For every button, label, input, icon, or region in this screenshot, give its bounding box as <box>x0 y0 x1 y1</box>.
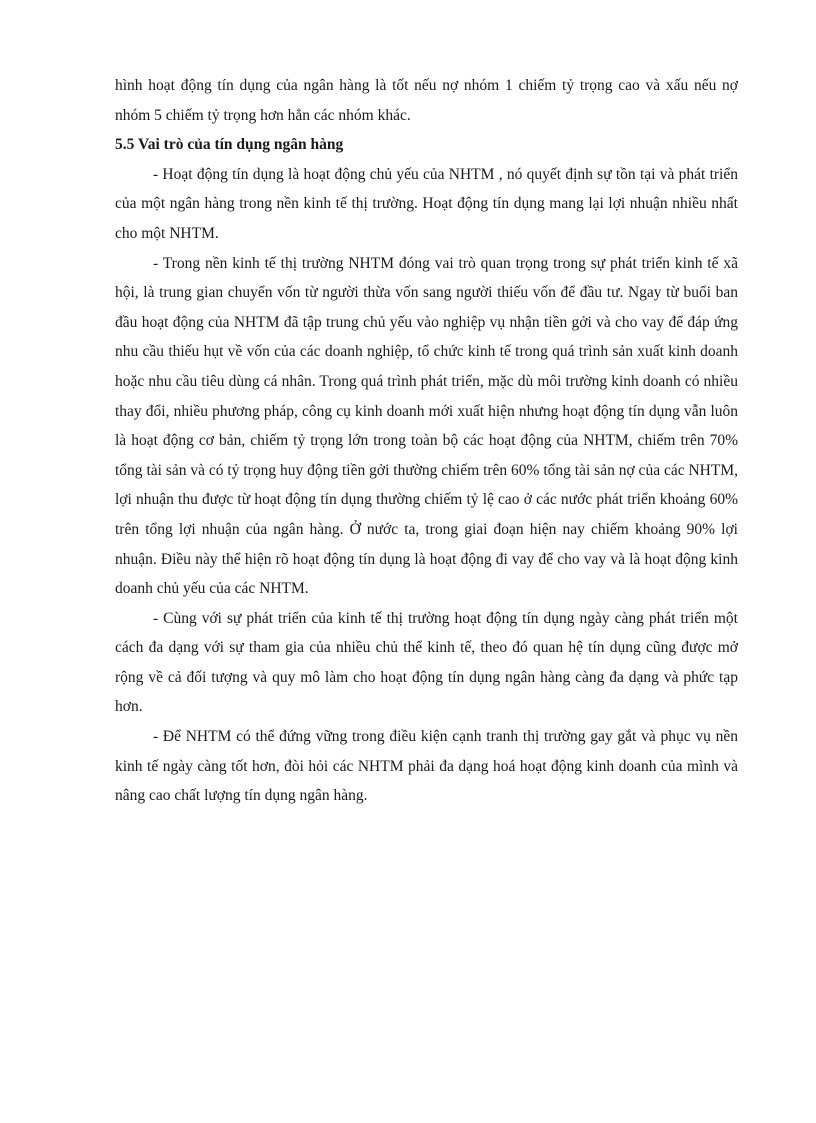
paragraph-1: - Hoạt động tín dụng là hoạt động chủ yếu của NHTM , nó quyết định sự tồn tại và phát triển của một ngân hàng trong nền kinh tế thị trường. Hoạt động tín dụng mang lại lợi nhuận nhiều nhất cho một NHTM. <box>115 165 738 242</box>
section-heading: 5.5 Vai trò của tín dụng ngân hàng <box>115 136 344 154</box>
paragraph-4: - Để NHTM có thể đứng vững trong điều kiện cạnh tranh thị trường gay gắt và phục vụ nền kinh tế ngày càng tốt hơn, đòi hỏi các NHTM phải đa dạng hoá hoạt động kinh doanh của mình và nâng cao chất lượng tín dụng ngân hàng. <box>115 728 738 805</box>
continuation-paragraph: hình hoạt động tín dụng của ngân hàng là tốt nếu nợ nhóm 1 chiếm tỷ trọng cao và xấu nếu nợ nhóm 5 chiếm tỷ trọng hơn hẳn các nhóm khác. <box>115 77 738 124</box>
document-body <box>115 71 738 811</box>
paragraph-3: - Cùng với sự phát triển của kinh tế thị trường hoạt động tín dụng ngày càng phát triển một cách đa dạng với sự tham gia của nhiều chủ thể kinh tế, theo đó quan hệ tín dụng cũng được mở rộng về cả đối tượng và quy mô làm cho hoạt động tín dụng ngân hàng càng đa dạng và phức tạp hơn. <box>115 609 738 716</box>
paragraph-2: - Trong nền kinh tế thị trường NHTM đóng vai trò quan trọng trong sự phát triển kinh tế xã hội, là trung gian chuyển vốn từ người thừa vốn sang người thiếu vốn để đầu tư. Ngay từ buổi ban đầu hoạt động của NHTM đã tập trung chủ yếu vào nghiệp vụ nhận tiền gởi và cho vay để đáp ứng nhu cầu thiếu hụt về vốn của các doanh nghiệp, tổ chức kinh tế trong quá trình sản xuất kinh doanh hoặc nhu cầu tiêu dùng cá nhân. Trong quá trình phát triển, mặc dù môi trường kinh doanh có nhiều thay đổi, nhiều phương pháp, công cụ kinh doanh mới xuất hiện nhưng hoạt động tín dụng vẫn luôn là hoạt động cơ bản, chiếm tỷ trọng lớn trong toàn bộ các hoạt động của NHTM, chiếm trên 70% tổng tài sản và có tỷ trọng huy động tiền gởi thường chiếm trên 60% tổng tài sản nợ của các NHTM, lợi nhuận thu được từ hoạt động tín dụng thường chiếm tỷ lệ cao ở các nước phát triển khoảng 60% trên tổng lợi nhuận của ngân hàng. Ở nước ta, trong giai đoạn hiện nay chiếm khoảng 90% lợi nhuận. Điều này thể hiện rõ hoạt động tín dụng là hoạt động đi vay để cho vay và là hoạt động kinh doanh chủ yếu của các NHTM. <box>115 254 738 598</box>
